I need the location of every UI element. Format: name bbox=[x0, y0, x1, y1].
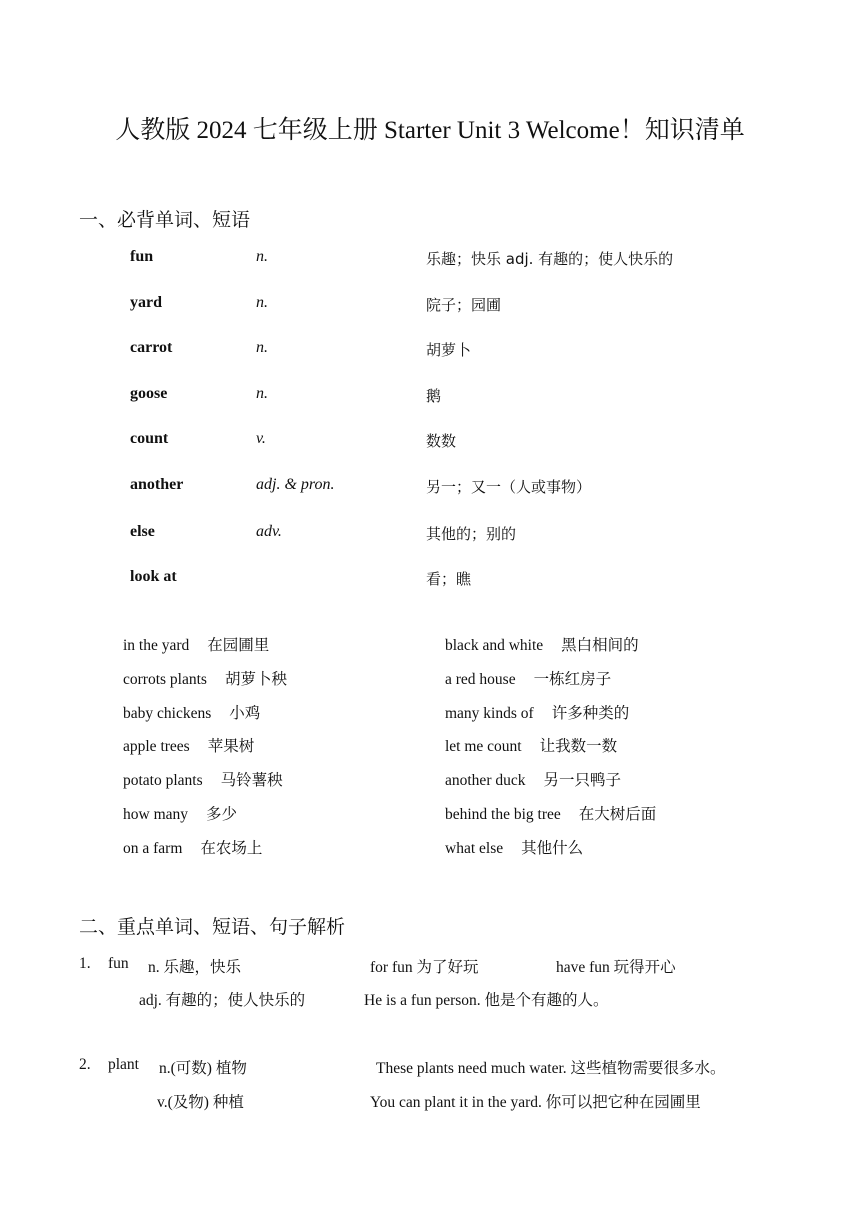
phrase-zh: 许多种类的 bbox=[551, 704, 630, 722]
phrase-item bbox=[445, 836, 656, 870]
vocab-row bbox=[130, 248, 770, 294]
vocab-word: carrot bbox=[130, 339, 173, 356]
phrase-en: apple trees bbox=[123, 738, 190, 756]
section-heading-analysis: 二、重点单词、短语、句子解析 bbox=[79, 917, 346, 938]
phrase-zh: 在农场上 bbox=[200, 839, 263, 857]
phrase-en: in the yard bbox=[123, 637, 190, 654]
vocab-table bbox=[130, 248, 770, 614]
vocab-pos: adv. bbox=[256, 522, 282, 540]
phrase-en: another duck bbox=[445, 772, 526, 790]
phrase-en: corrots plants bbox=[123, 670, 207, 688]
item-word: fun bbox=[108, 955, 129, 972]
phrase-item bbox=[123, 667, 287, 701]
phrase-en: let me count bbox=[445, 738, 522, 756]
vocab-row bbox=[130, 339, 770, 385]
phrase-en: how many bbox=[123, 805, 189, 823]
item-example: These plants need much water. 这些植物需要很多水。 bbox=[376, 1060, 726, 1077]
phrase-item bbox=[445, 734, 656, 768]
vocab-pos: v. bbox=[256, 430, 266, 447]
item-definition: adj. 有趣的；使人快乐的 bbox=[139, 992, 306, 1009]
vocab-meaning: 另一；又一（人或事物） bbox=[426, 477, 592, 496]
phrase-zh: 多少 bbox=[206, 805, 238, 823]
phrase-en: potato plants bbox=[123, 772, 203, 790]
vocab-row bbox=[130, 430, 770, 476]
phrase-en: behind the big tree bbox=[445, 805, 561, 823]
vocab-pos: n. bbox=[256, 384, 268, 402]
item-example: You can plant it in the yard. 你可以把它种在园圃里 bbox=[370, 1094, 701, 1111]
phrase-zh: 在大树后面 bbox=[578, 805, 657, 823]
phrase-item bbox=[123, 734, 287, 768]
vocab-word: look at bbox=[130, 568, 177, 585]
phrase-item bbox=[445, 768, 656, 802]
vocab-row bbox=[130, 523, 770, 569]
phrase-item bbox=[445, 701, 656, 735]
phrase-en: black and white bbox=[445, 637, 544, 654]
vocab-pos: n. bbox=[256, 339, 268, 356]
phrase-item bbox=[123, 836, 287, 870]
phrase-zh: 黑白相间的 bbox=[561, 637, 639, 654]
vocab-meaning: 其他的；别的 bbox=[426, 524, 517, 543]
vocab-pos: n. bbox=[256, 248, 268, 265]
phrase-en: on a farm bbox=[123, 839, 183, 857]
vocab-meaning: 数数 bbox=[426, 432, 457, 450]
vocab-meaning: 看；瞧 bbox=[426, 570, 472, 588]
vocab-meaning: 院子；园圃 bbox=[426, 295, 502, 314]
vocab-row bbox=[130, 476, 770, 523]
vocab-row bbox=[130, 568, 770, 614]
phrase-item bbox=[445, 667, 656, 701]
vocab-meaning: 鹅 bbox=[426, 386, 442, 405]
phrase-item bbox=[123, 768, 287, 802]
phrase-item bbox=[445, 802, 656, 836]
item-example: He is a fun person. 他是个有趣的人。 bbox=[364, 992, 609, 1009]
vocab-row bbox=[130, 294, 770, 340]
phrase-item bbox=[123, 633, 287, 667]
phrase-zh: 在园圃里 bbox=[207, 637, 270, 654]
vocab-row bbox=[130, 385, 770, 431]
section-heading-vocabulary: 一、必背单词、短语 bbox=[79, 210, 251, 231]
vocab-meaning: 胡萝卜 bbox=[426, 341, 472, 359]
item-example: have fun 玩得开心 bbox=[556, 959, 676, 976]
item-example: for fun 为了好玩 bbox=[370, 959, 479, 976]
phrase-en: a red house bbox=[445, 670, 516, 688]
phrase-zh: 另一只鸭子 bbox=[543, 772, 621, 790]
vocab-pos: n. bbox=[256, 293, 268, 311]
vocab-pos: adj. & pron. bbox=[256, 475, 335, 493]
vocab-word: another bbox=[130, 475, 184, 493]
vocab-word: fun bbox=[130, 248, 154, 265]
item-word: plant bbox=[108, 1056, 139, 1073]
item-definition: n. 乐趣，快乐 bbox=[148, 959, 242, 976]
phrase-list-left bbox=[123, 633, 287, 870]
phrase-zh: 胡萝卜秧 bbox=[224, 670, 287, 688]
vocab-word: else bbox=[130, 522, 155, 540]
item-definition: v.(及物) 种植 bbox=[157, 1094, 244, 1111]
vocab-meaning: 乐趣；快乐 adj. 有趣的；使人快乐的 bbox=[426, 250, 674, 268]
phrase-item bbox=[445, 633, 656, 667]
phrase-zh: 马铃薯秧 bbox=[220, 772, 283, 790]
vocab-word: goose bbox=[130, 384, 168, 402]
phrase-en: what else bbox=[445, 839, 504, 857]
phrase-zh: 小鸡 bbox=[229, 704, 261, 722]
phrase-zh: 苹果树 bbox=[207, 738, 255, 756]
phrase-zh: 其他什么 bbox=[521, 839, 584, 857]
item-definition: n.(可数) 植物 bbox=[159, 1060, 247, 1077]
phrase-item bbox=[123, 802, 287, 836]
phrase-en: many kinds of bbox=[445, 704, 534, 722]
phrase-item bbox=[123, 701, 287, 735]
vocab-word: yard bbox=[130, 293, 162, 311]
vocab-word: count bbox=[130, 430, 169, 447]
phrase-list-right bbox=[445, 633, 656, 870]
item-number: 2. bbox=[79, 1056, 91, 1073]
phrase-zh: 让我数一数 bbox=[539, 738, 618, 756]
phrase-zh: 一栋红房子 bbox=[533, 670, 612, 688]
page-title: 人教版 2024 七年级上册 Starter Unit 3 Welcome！知识清单 bbox=[115, 117, 745, 144]
phrase-en: baby chickens bbox=[123, 704, 212, 722]
item-number: 1. bbox=[79, 955, 91, 972]
